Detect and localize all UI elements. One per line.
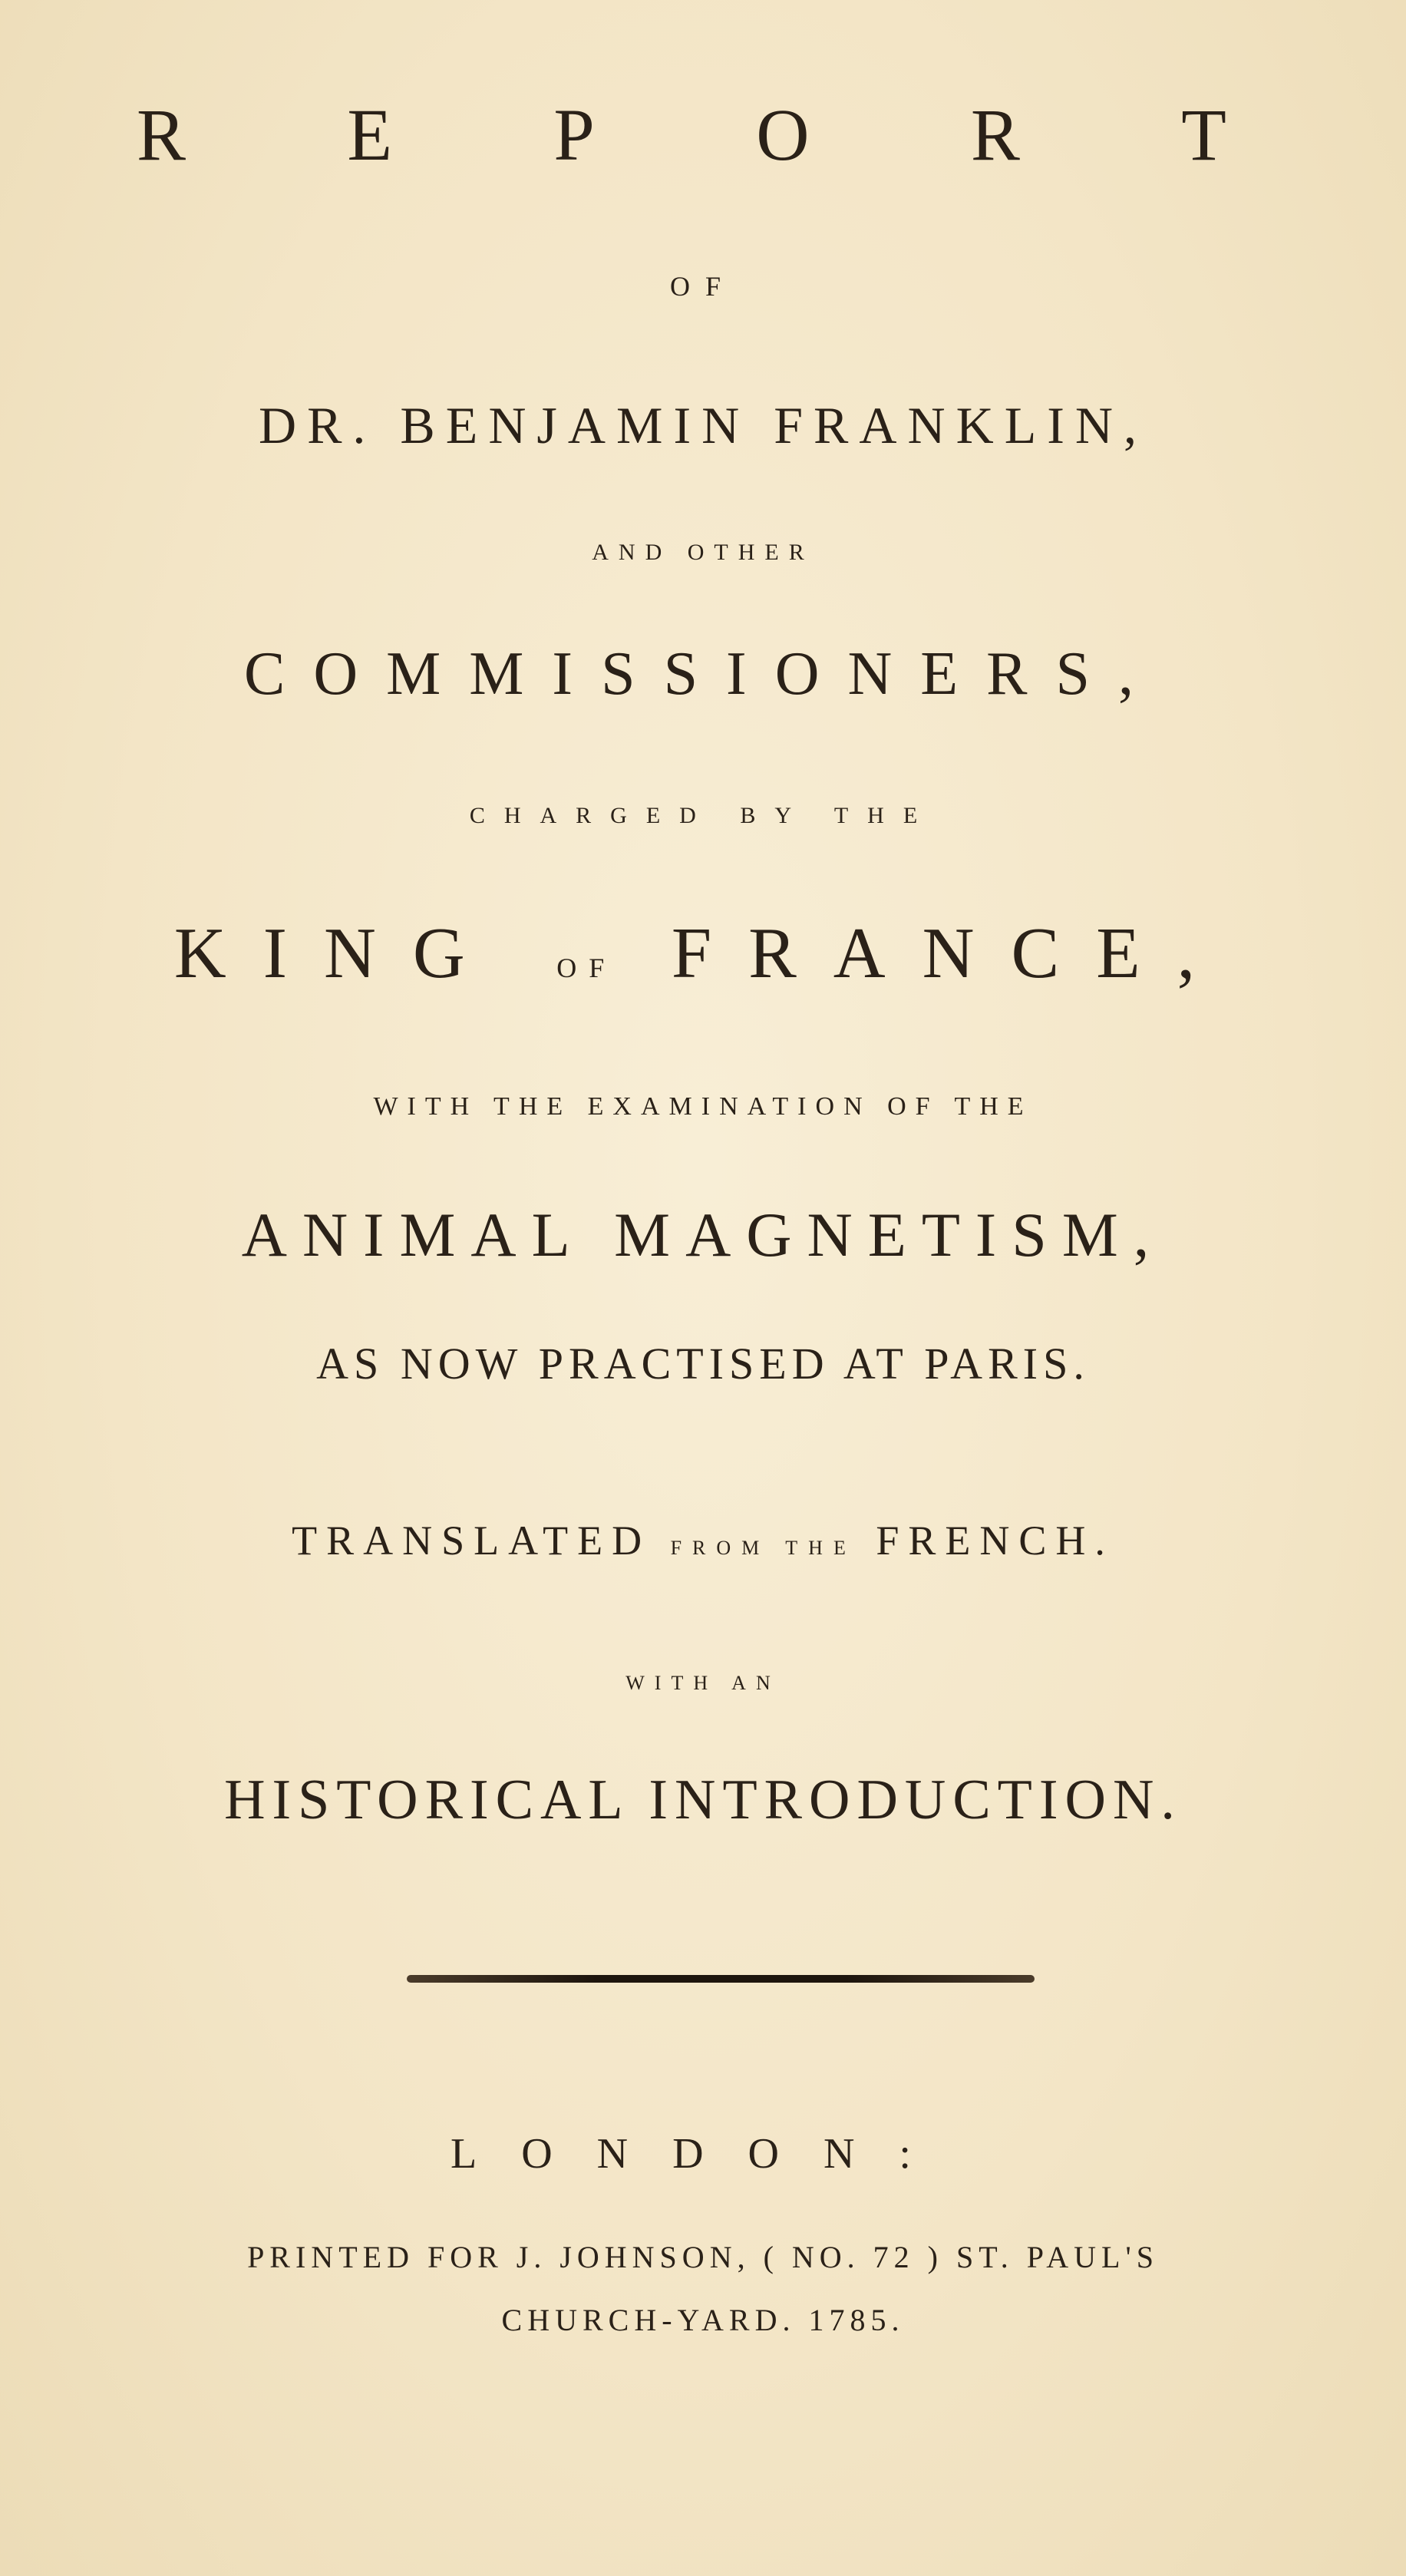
and-other-line: AND OTHER bbox=[592, 540, 814, 565]
imprint-printer-line-1: PRINTED FOR J. JOHNSON, ( NO. 72 ) ST. PAUL'S bbox=[247, 2240, 1159, 2274]
title-letter-r2: R bbox=[970, 94, 1020, 176]
ornamental-rule bbox=[407, 1975, 1035, 1983]
title-letter-p: P bbox=[553, 94, 595, 176]
from-the-words: FROM THE bbox=[670, 1537, 856, 1559]
charged-by-line: CHARGED BY THE bbox=[469, 803, 937, 828]
french-word: FRENCH. bbox=[876, 1518, 1114, 1564]
report-title bbox=[137, 94, 1226, 176]
author-line: DR. BENJAMIN FRANKLIN, bbox=[258, 396, 1148, 454]
commissioners-line: COMMISSIONERS, bbox=[244, 640, 1162, 708]
practised-line: AS NOW PRACTISED AT PARIS. bbox=[316, 1339, 1090, 1389]
title-letter-t: T bbox=[1181, 94, 1226, 176]
king-of-france-line bbox=[0, 913, 1406, 993]
title-letter-e: E bbox=[347, 94, 393, 176]
animal-magnetism-line: ANIMAL MAGNETISM, bbox=[241, 1200, 1165, 1270]
translated-line bbox=[0, 1518, 1406, 1564]
imprint-printer-line-2: CHURCH-YARD. 1785. bbox=[501, 2303, 905, 2337]
king-word: KING bbox=[173, 913, 502, 993]
title-letter-r1: R bbox=[137, 94, 186, 176]
with-an-line: WITH AN bbox=[625, 1672, 781, 1694]
imprint-city: LONDON: bbox=[451, 2130, 955, 2178]
examination-line: WITH THE EXAMINATION OF THE bbox=[373, 1092, 1033, 1121]
historical-introduction-line: HISTORICAL INTRODUCTION. bbox=[224, 1769, 1182, 1831]
title-letter-o: O bbox=[756, 94, 810, 176]
france-word: FRANCE, bbox=[671, 913, 1233, 993]
of-word: OF bbox=[556, 953, 617, 983]
of-line: OF bbox=[669, 271, 737, 302]
translated-word: TRANSLATED bbox=[292, 1518, 652, 1564]
